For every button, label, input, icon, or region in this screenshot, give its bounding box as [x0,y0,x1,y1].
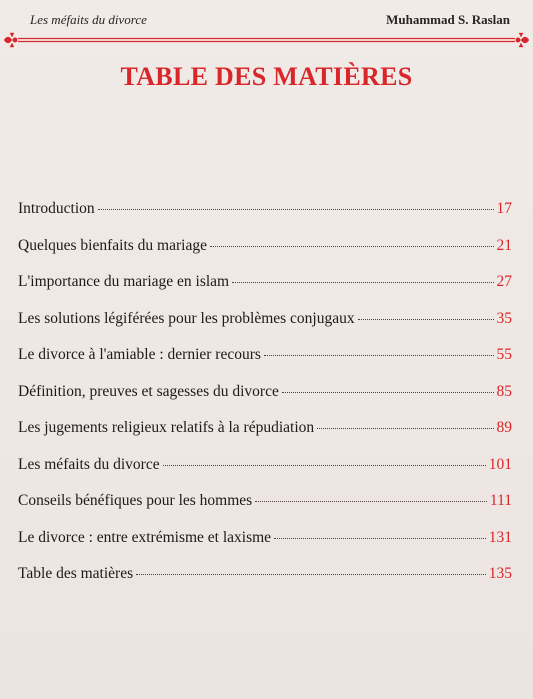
toc-entry-label: Définition, preuves et sagesses du divorce [18,382,279,400]
header-author: Muhammad S. Raslan [386,12,510,27]
toc-dot-leader [358,319,494,320]
toc-entry-page-number: 135 [488,565,512,582]
toc-entry [18,383,512,420]
toc-entry [18,273,512,310]
toc-entry-page-number: 89 [496,419,512,436]
toc-entry [18,200,512,237]
header-book-title: Les méfaits du divorce [30,12,147,27]
toc-entry-page-number: 21 [496,236,512,254]
toc-dot-leader [232,282,493,283]
toc-dot-leader [264,355,494,356]
toc-entry [18,456,512,493]
toc-dot-leader [163,465,486,466]
toc-entry [18,419,512,456]
toc-dot-leader [136,574,486,575]
toc-dot-leader [210,246,494,247]
toc-entry-label: L'importance du mariage en islam [18,273,230,290]
header-ornament-rule [2,30,531,50]
toc-entry-label: Les jugements religieux relatifs à la répudiation [18,419,315,436]
toc-entry-label: Table des matières [18,565,134,582]
table-of-contents [18,200,512,602]
toc-entry-page-number: 27 [496,273,512,290]
toc-entry-label: Le divorce à l'amiable : dernier recours [18,346,261,363]
toc-dot-leader [317,428,493,429]
toc-entry [18,346,512,383]
toc-entry-page-number: 55 [496,346,512,363]
toc-entry-label: Introduction [18,200,95,217]
toc-dot-leader [98,209,494,210]
toc-entry-label: Conseils bénéfiques pour les hommes [18,492,253,509]
toc-entry-label: Les méfaits du divorce [18,455,160,473]
toc-dot-leader [282,392,494,393]
toc-entry-page-number: 111 [489,492,512,509]
toc-entry-page-number: 101 [488,455,512,473]
toc-entry-label: Quelques bienfaits du mariage [18,236,207,254]
page-title: TABLE DES MATIÈRES [120,62,413,91]
toc-entry [18,565,512,602]
toc-entry [18,237,512,274]
toc-entry-label: Les solutions légiférées pour les problèmes conjugaux [18,309,355,327]
toc-entry [18,529,512,566]
toc-entry-page-number: 35 [496,309,512,327]
running-header [30,12,510,32]
toc-entry-page-number: 131 [488,528,512,546]
toc-entry-label: Le divorce : entre extrémisme et laxisme [18,528,272,546]
toc-entry [18,310,512,347]
toc-entry-page-number: 17 [496,200,512,217]
toc-dot-leader [255,501,487,502]
toc-entry-page-number: 85 [496,382,512,400]
toc-entry [18,492,512,529]
toc-dot-leader [274,538,486,539]
